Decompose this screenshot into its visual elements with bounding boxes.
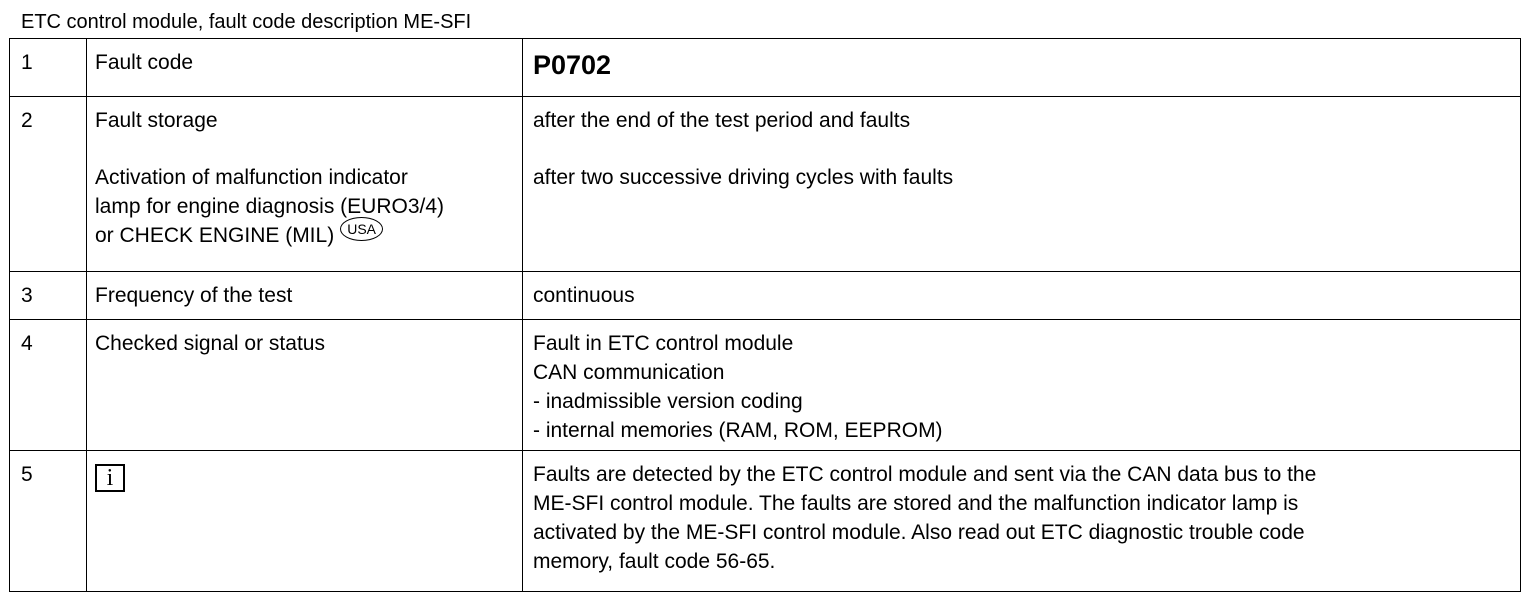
fault-storage-value: after the end of the test period and faults (533, 109, 911, 132)
row-icon-cell (87, 451, 523, 592)
row-number: 1 (10, 39, 87, 97)
row-label: Fault code (87, 39, 523, 97)
info-icon: i (95, 464, 125, 492)
row-value-cell (523, 97, 1521, 272)
value-line: - inadmissible version coding (533, 390, 803, 413)
mil-label-line-3: or CHECK ENGINE (MIL) (95, 224, 335, 247)
value-line: Faults are detected by the ETC control module and sent via the CAN data bus to the (533, 463, 1317, 486)
value-line: ME-SFI control module. The faults are stored and the malfunction indicator lamp is (533, 492, 1299, 515)
value-line: Fault in ETC control module (533, 332, 794, 355)
row-label: Fault storage (95, 109, 218, 132)
row-label-cell (87, 97, 523, 272)
fault-code-value (523, 39, 1521, 97)
table-row (10, 320, 1521, 451)
mil-label-line-3-wrap (95, 221, 522, 250)
fault-code-table (9, 38, 1521, 592)
table-row (10, 451, 1521, 592)
row-number: 4 (10, 320, 87, 451)
value-line: activated by the ME-SFI control module. Also read out ETC diagnostic trouble code (533, 521, 1305, 544)
document-title: ETC control module, fault code description ME-SFI (21, 11, 472, 33)
row-number: 2 (10, 97, 87, 272)
row-number: 3 (10, 272, 87, 320)
value-line: - internal memories (RAM, ROM, EEPROM) (533, 419, 943, 442)
row-value-cell (523, 451, 1521, 592)
table-row (10, 39, 1521, 97)
row-value: continuous (523, 272, 1521, 320)
row-label: Checked signal or status (87, 320, 523, 451)
fault-code: P0702 (533, 50, 612, 80)
row-value-cell (523, 320, 1521, 451)
row-label: Frequency of the test (87, 272, 523, 320)
mil-label-line-2: lamp for engine diagnosis (EURO3/4) (95, 195, 445, 218)
value-line: memory, fault code 56-65. (533, 550, 776, 573)
row-number: 5 (10, 451, 87, 592)
mil-label-line-1: Activation of malfunction indicator (95, 166, 408, 189)
usa-badge: USA (340, 217, 383, 241)
value-line: CAN communication (533, 361, 725, 384)
table-row (10, 272, 1521, 320)
table-row (10, 97, 1521, 272)
mil-activation-value: after two successive driving cycles with faults (533, 166, 954, 189)
